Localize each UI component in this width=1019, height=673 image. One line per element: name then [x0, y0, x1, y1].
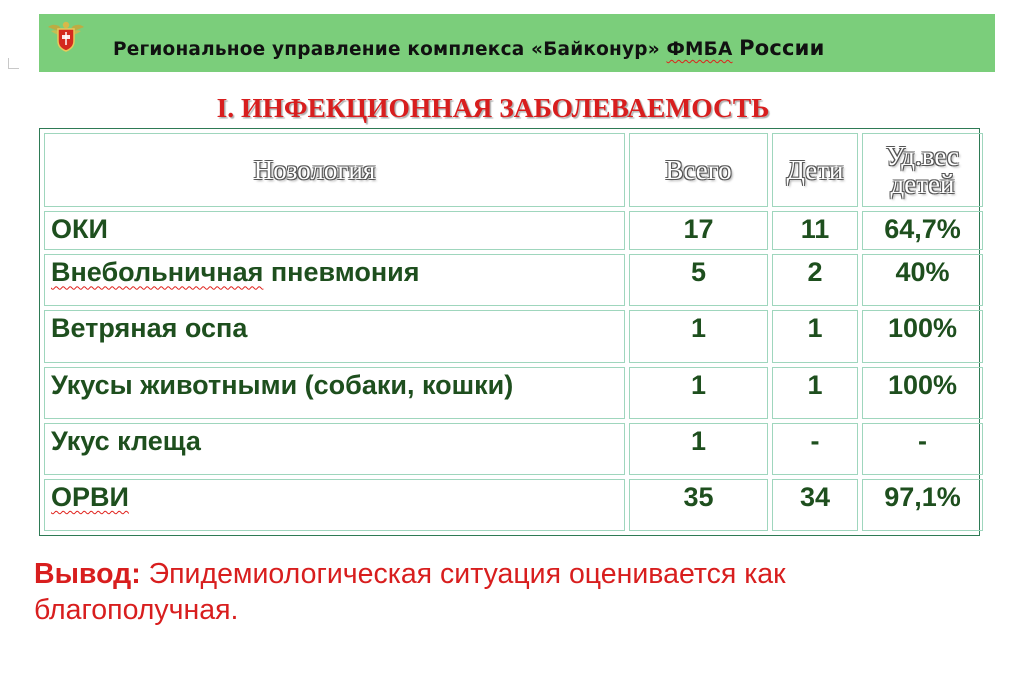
column-header-share-line2: детей — [890, 169, 955, 200]
row-children: 34 — [772, 479, 858, 531]
header-title-fmba: ФМБА — [666, 39, 733, 60]
column-header-children: Дети — [772, 133, 858, 207]
row-share: 97,1% — [862, 479, 983, 531]
row-name: ОКИ — [44, 211, 625, 250]
conclusion-lead: Вывод: — [34, 558, 141, 590]
column-header-total: Всего — [629, 133, 768, 207]
row-total: 1 — [629, 423, 768, 475]
row-name — [44, 479, 625, 531]
table-header-row — [44, 133, 983, 207]
row-name-part2: пневмония — [263, 257, 420, 288]
morbidity-table-frame — [39, 128, 980, 536]
column-header-nosology: Нозология — [44, 133, 625, 207]
fmba-emblem-icon — [47, 17, 85, 53]
header-title-end: России — [739, 36, 825, 60]
header-title-main: Региональное управление комплекса «Байконур» — [113, 39, 660, 60]
row-share: 100% — [862, 367, 983, 419]
row-children: 1 — [772, 367, 858, 419]
row-name: Укусы животными (собаки, кошки) — [44, 367, 625, 419]
column-header-share-line1: Уд.вес — [885, 141, 960, 172]
table-row — [44, 211, 983, 250]
row-total: 17 — [629, 211, 768, 250]
row-share: 40% — [862, 254, 983, 306]
column-header-share — [862, 133, 983, 207]
table-row — [44, 367, 983, 419]
table-row — [44, 310, 983, 362]
row-name-text: ОРВИ — [51, 481, 129, 512]
conclusion-text: Эпидемиологическая ситуация оценивается как благополучная. — [34, 558, 786, 626]
row-share: 100% — [862, 310, 983, 362]
row-share: 64,7% — [862, 211, 983, 250]
page-corner-mark — [8, 58, 19, 69]
table-row — [44, 254, 983, 306]
row-name-part1: Внебольничная — [51, 257, 264, 288]
conclusion-paragraph — [34, 556, 934, 628]
row-children: 11 — [772, 211, 858, 250]
row-children: 1 — [772, 310, 858, 362]
row-total: 1 — [629, 367, 768, 419]
row-name — [44, 254, 625, 306]
morbidity-table — [40, 129, 987, 535]
row-total: 5 — [629, 254, 768, 306]
row-total: 1 — [629, 310, 768, 362]
table-row — [44, 479, 983, 531]
row-total: 35 — [629, 479, 768, 531]
row-name: Укус клеща — [44, 423, 625, 475]
section-title: I. ИНФЕКЦИОННАЯ ЗАБОЛЕВАЕМОСТЬ — [216, 92, 770, 123]
row-children: - — [772, 423, 858, 475]
row-share: - — [862, 423, 983, 475]
row-name: Ветряная оспа — [44, 310, 625, 362]
row-children: 2 — [772, 254, 858, 306]
header-banner — [39, 14, 995, 72]
header-title — [113, 36, 825, 60]
table-row — [44, 423, 983, 475]
